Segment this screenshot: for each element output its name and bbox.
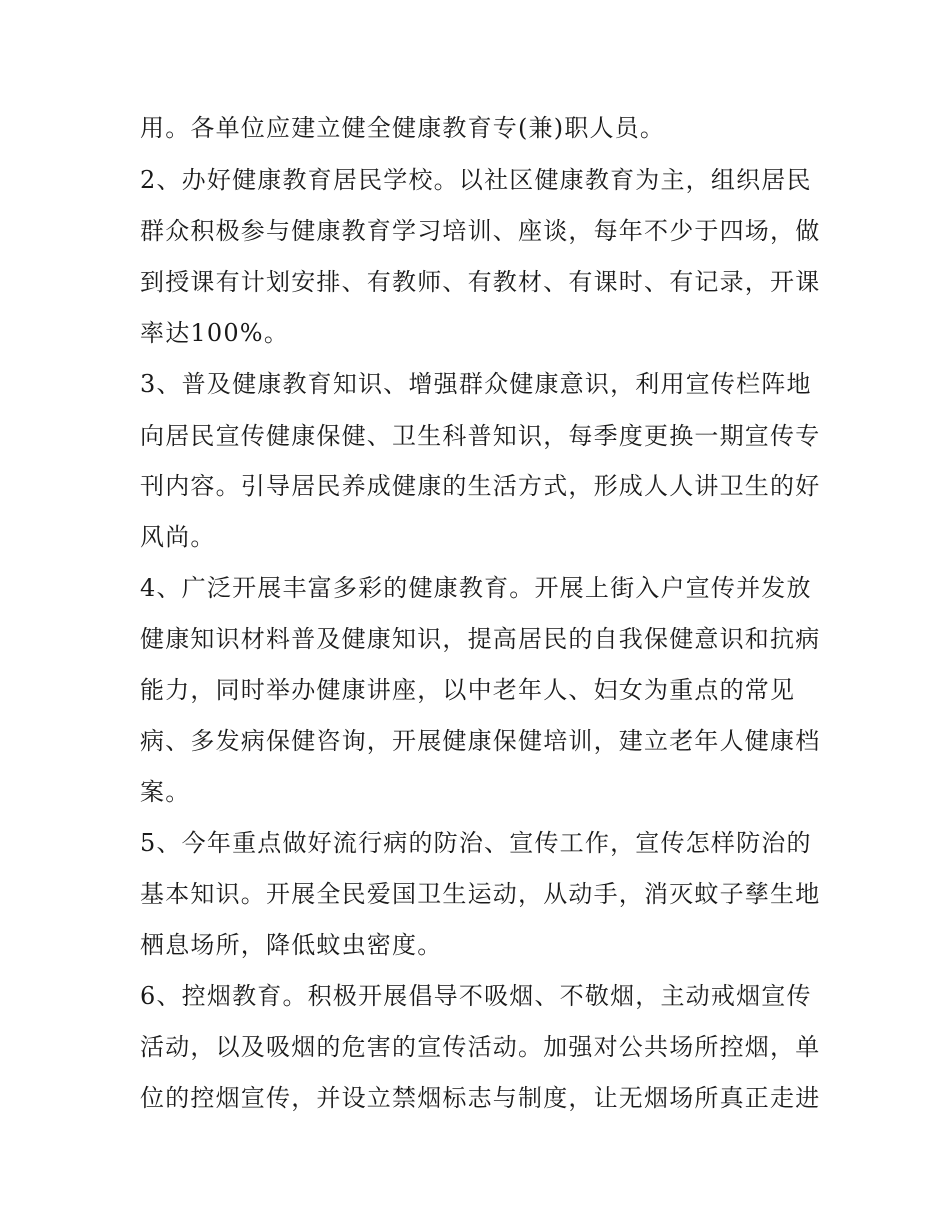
text-line: 3、普及健康教育知识、增强群众健康意识，利用宣传栏阵地 (140, 370, 812, 398)
text-line: 5、今年重点做好流行病的防治、宣传工作，宣传怎样防治的 (140, 829, 812, 857)
text-line: 案。 (140, 778, 191, 806)
text-line: 4、广泛开展丰富多彩的健康教育。开展上街入户宣传并发放 (140, 574, 812, 602)
text-line: 健康知识材料普及健康知识，提高居民的自我保健意识和抗病 (140, 625, 821, 653)
text-line: 刊内容。引导居民养成健康的生活方式，形成人人讲卫生的好 (140, 472, 821, 500)
text-line: 向居民宣传健康保健、卫生科普知识，每季度更换一期宣传专 (140, 422, 821, 450)
text-line: 病、多发病保健咨询，开展健康保健培训，建立老年人健康档 (140, 727, 821, 755)
text-line: 基本知识。开展全民爱国卫生运动，从动手，消灭蚊子孳生地 (140, 880, 821, 908)
text-line: 用。各单位应建立健全健康教育专(兼)职人员。 (140, 114, 666, 142)
text-line: 群众积极参与健康教育学习培训、座谈，每年不少于四场，做 (140, 217, 821, 245)
text-line: 6、控烟教育。积极开展倡导不吸烟、不敬烟，主动戒烟宣传 (140, 982, 812, 1010)
text-line: 到授课有计划安排、有教师、有教材、有课时、有记录，开课 (140, 268, 821, 296)
text-line: 风尚。 (140, 523, 216, 551)
text-line: 能力，同时举办健康讲座，以中老年人、妇女为重点的常见 (140, 676, 796, 704)
text-line: 2、办好健康教育居民学校。以社区健康教育为主，组织居民 (140, 166, 812, 194)
text-line: 栖息场所，降低蚊虫密度。 (140, 931, 443, 959)
text-line: 率达100%。 (140, 319, 290, 347)
text-line: 位的控烟宣传，并设立禁烟标志与制度，让无烟场所真正走进 (140, 1084, 821, 1112)
text-line: 活动，以及吸烟的危害的宣传活动。加强对公共场所控烟，单 (140, 1033, 821, 1061)
